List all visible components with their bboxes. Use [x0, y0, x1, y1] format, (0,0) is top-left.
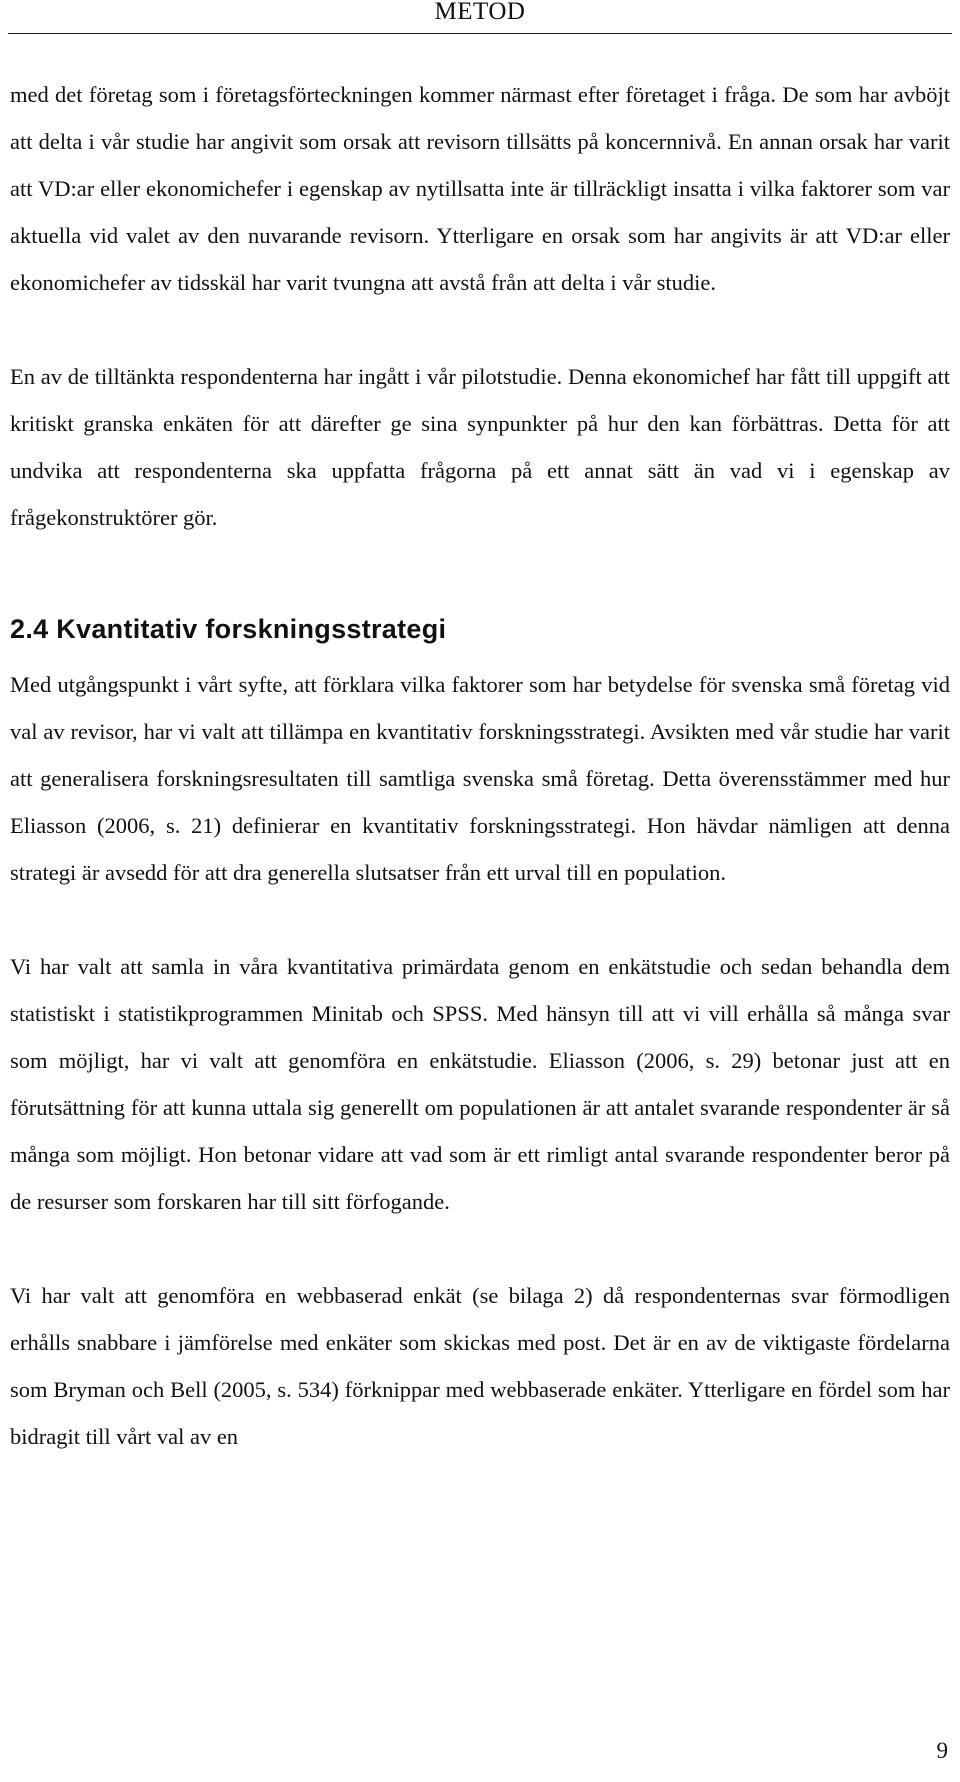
section-heading: 2.4 Kvantitativ forskningsstrategi: [10, 614, 447, 644]
header-divider: [8, 33, 952, 34]
body-paragraph: Med utgångspunkt i vårt syfte, att förklara vilka faktorer som har betydelse för svenska små företag vid val av revisor, har vi valt att tillämpa en kvantitativ forskningsstrategi. Avsikten med vår studie har varit att generalisera forskningsresultaten till samtliga svenska små företag. Detta överensstämmer med hur Eliasson (2006, s. 21) definierar en kvantitativ forskningsstrategi. Hon hävdar nämligen att denna strategi är avsedd för att dra generella slutsatser från ett urval till en population.: [10, 672, 950, 885]
page-number: 9: [936, 1738, 948, 1763]
body-paragraph: Vi har valt att genomföra en webbaserad enkät (se bilaga 2) då respondenternas svar förmodligen erhålls snabbare i jämförelse med enkäter som skickas med post. Det är en av de viktigaste fördelarna som Bryman och Bell (2005, s. 534) förknippar med webbaserade enkäter. Ytterligare en fördel som har bidragit till vårt val av en: [10, 1283, 950, 1449]
page-body: [10, 71, 950, 1460]
body-paragraph: En av de tilltänkta respondenterna har ingått i vår pilotstudie. Denna ekonomichef har fått till uppgift att kritiskt granska enkäten för att därefter ge sina synpunkter på hur den kan förbättras. Detta för att undvika att respondenterna ska uppfatta frågorna på ett annat sätt än vad vi i egenskap av frågekonstruktörer gör.: [10, 364, 950, 530]
body-paragraph: Vi har valt att samla in våra kvantitativa primärdata genom en enkätstudie och sedan behandla dem statistiskt i statistikprogrammen Minitab och SPSS. Med hänsyn till att vi vill erhålla så många svar som möjligt, har vi valt att genomföra en enkätstudie. Eliasson (2006, s. 29) betonar just att en förutsättning för att kunna uttala sig generellt om populationen är att antalet svarande respondenter är så många som möjligt. Hon betonar vidare att vad som är ett rimligt antal svarande respondenter beror på de resurser som forskaren har till sitt förfogande.: [10, 954, 950, 1214]
running-header: METOD: [434, 0, 526, 25]
body-paragraph: med det företag som i företagsförteckningen kommer närmast efter företaget i fråga. De som har avböjt att delta i vår studie har angivit som orsak att revisorn tillsätts på koncernnivå. En annan orsak har varit att VD:ar eller ekonomichefer i egenskap av nytillsatta inte är tillräckligt insatta i vilka faktorer som var aktuella vid valet av den nuvarande revisorn. Ytterligare en orsak som har angivits är att VD:ar eller ekonomichefer av tidsskäl har varit tvungna att avstå från att delta i vår studie.: [10, 82, 950, 295]
